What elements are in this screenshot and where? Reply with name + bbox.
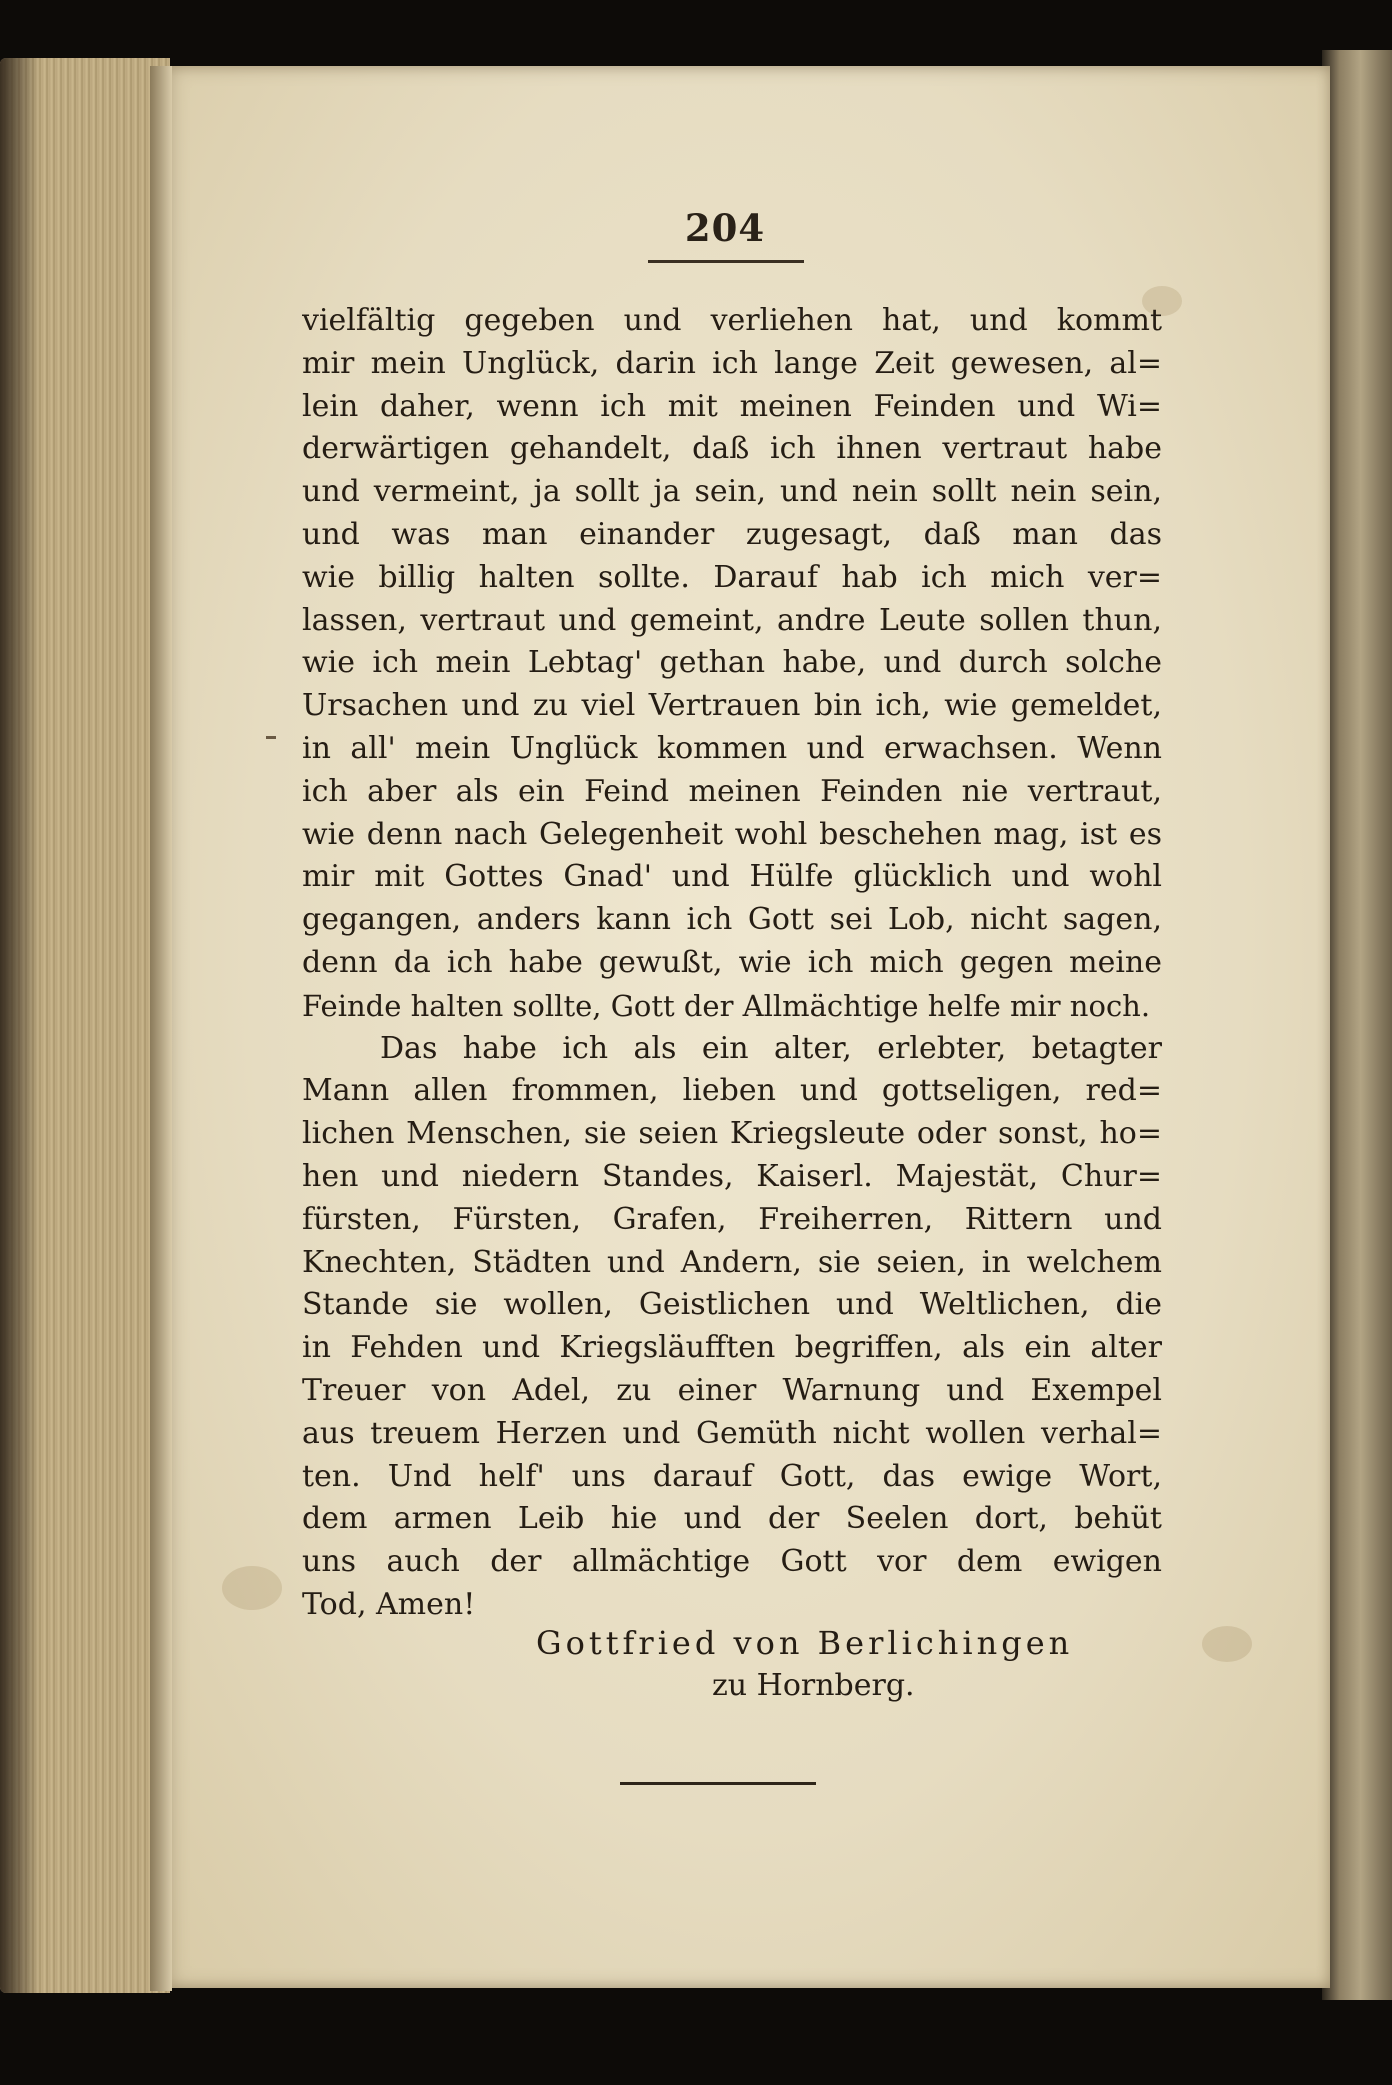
text-line: derwärtigen gehandelt, daß ich ihnen vertraut habe (302, 431, 1162, 467)
page-number-rule (648, 260, 804, 263)
body-text (302, 300, 1162, 1627)
text-line: hen und niedern Standes, Kaiserl. Majestät, Chur= (302, 1158, 1162, 1194)
text-line: denn da ich habe gewußt, wie ich mich gegen meine (302, 944, 1162, 980)
text-line: Treuer von Adel, zu einer Warnung und Exempel (302, 1372, 1162, 1408)
text-line: mir mit Gottes Gnad' und Hülfe glücklich und wohl (302, 859, 1162, 895)
text-line: aus treuem Herzen und Gemüth nicht wollen verhal= (302, 1415, 1162, 1451)
foxing-spot (1202, 1626, 1252, 1662)
text-line: lichen Menschen, sie seien Kriegsleute oder sonst, ho= (302, 1116, 1162, 1152)
text-line: fürsten, Fürsten, Grafen, Freiherren, Rittern und (302, 1201, 1162, 1237)
text-line: und was man einander zugesagt, daß man das (302, 516, 1162, 552)
text-line: vielfältig gegeben und verliehen hat, und kommt (302, 303, 1162, 338)
text-line: wie denn nach Gelegenheit wohl beschehen mag, ist es (302, 816, 1162, 852)
text-line: Knechten, Städten und Andern, sie seien, in welchem (302, 1244, 1162, 1280)
text-line: wie billig halten sollte. Darauf hab ich mich ver= (302, 559, 1162, 595)
margin-mark (266, 736, 276, 739)
text-line: ten. Und helf' uns darauf Gott, das ewige Wort, (302, 1458, 1162, 1494)
page-edges-shadow (0, 58, 40, 1993)
page-gutter (150, 66, 172, 1991)
page-number: 204 (684, 206, 766, 250)
text-line: Tod, Amen! (302, 1586, 476, 1622)
text-line: gegangen, anders kann ich Gott sei Lob, nicht sagen, (302, 902, 1162, 938)
text-line: dem armen Leib hie und der Seelen dort, behüt (302, 1501, 1162, 1537)
signature-place: zu Hornberg. (712, 1668, 915, 1703)
text-line: in all' mein Unglück kommen und erwachsen. Wenn (302, 730, 1162, 766)
text-line: lassen, vertraut und gemeint, andre Leute sollen thun, (302, 602, 1162, 638)
text-line: in Fehden und Kriegsläufften begriffen, als ein alter (302, 1330, 1162, 1366)
text-line: und vermeint, ja sollt ja sein, und nein sollt nein sein, (302, 474, 1162, 510)
text-line: lein daher, wenn ich mit meinen Feinden und Wi= (302, 388, 1162, 424)
text-line: Das habe ich als ein alter, erlebter, betagter (380, 1030, 1162, 1066)
text-line: Stande sie wollen, Geistlichen und Weltlichen, die (302, 1287, 1162, 1323)
text-line: wie ich mein Lebtag' gethan habe, und durch solche (302, 645, 1162, 681)
text-line: Feinde halten sollte, Gott der Allmächtige helfe mir noch. (302, 988, 1151, 1023)
right-cover-edge (1322, 50, 1392, 2000)
text-line: uns auch der allmächtige Gott vor dem ewigen (302, 1544, 1162, 1580)
foxing-spot (222, 1566, 282, 1610)
end-rule (620, 1782, 816, 1785)
text-line: Ursachen und zu viel Vertrauen bin ich, wie gemeldet, (302, 688, 1162, 724)
text-line: Mann allen frommen, lieben und gottseligen, red= (302, 1073, 1162, 1109)
signature-name: Gottfried von Berlichingen (536, 1624, 1074, 1662)
text-line: mir mein Unglück, darin ich lange Zeit gewesen, al= (302, 345, 1162, 381)
text-line: ich aber als ein Feind meinen Feinden nie vertraut, (302, 773, 1162, 809)
